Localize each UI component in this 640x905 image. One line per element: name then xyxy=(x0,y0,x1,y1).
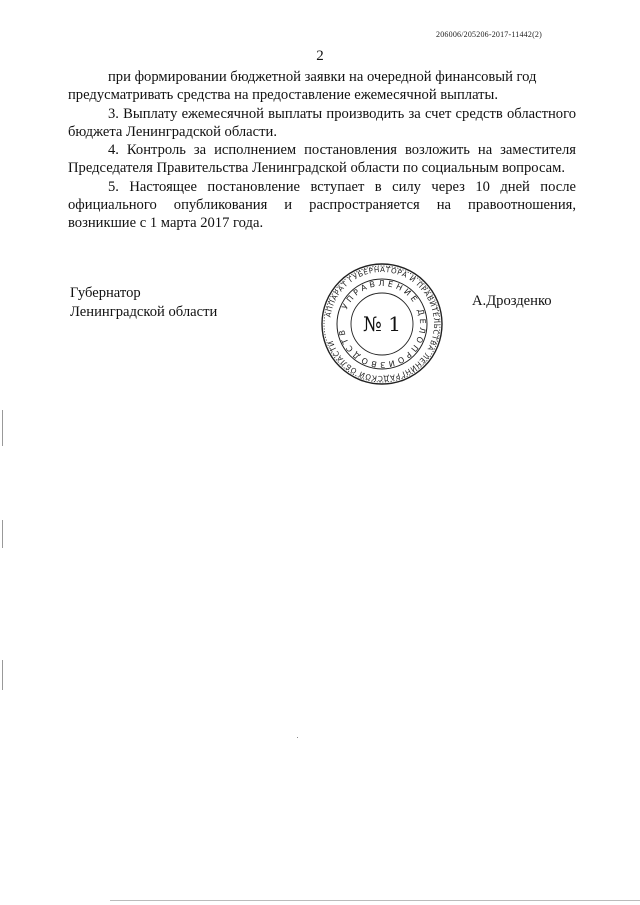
paragraph-5: 5. Настоящее постановление вступает в силу через 10 дней после официального опубликования и распространяется на правоотношения, возникшие с 1 марта 2017 года. xyxy=(68,178,576,232)
stamp-inner-text: УПРАВЛЕНИЕ ДЕЛОПРОИЗВОДСТВ xyxy=(336,278,428,370)
signer-name: А.Дрозденко xyxy=(472,293,552,309)
paragraph-3: 3. Выплату ежемесячной выплаты производить за счет средств областного бюджета Ленинградской области. xyxy=(68,105,576,140)
paragraph-continuation-line1: при формировании бюджетной заявки на очередной финансовый год xyxy=(108,69,537,85)
signer-title-line1: Губернатор xyxy=(70,285,141,301)
page-number: 2 xyxy=(316,48,324,64)
scan-edge-mark xyxy=(2,410,3,446)
stamp-seal-icon xyxy=(320,262,444,386)
stamp-outer-text: АППАРАТ ГУБЕРНАТОРА И ПРАВИТЕЛЬСТВА ЛЕНИНГРАДСКОЙ ОБЛАСТИ xyxy=(323,264,442,384)
paragraph-4: 4. Контроль за исполнением постановления возложить на заместителя Председателя Правительства Ленинградской области по социальным вопросам. xyxy=(68,142,576,177)
scan-edge-mark xyxy=(2,520,3,548)
document-body xyxy=(68,68,576,233)
scan-dot xyxy=(297,737,298,738)
signer-title-line2: Ленинградской области xyxy=(70,304,218,320)
scan-edge-mark xyxy=(2,660,3,690)
stamp-number: № 1 xyxy=(362,312,402,336)
document-id: 206006/205206-2017-11442(2) xyxy=(436,30,542,39)
paragraph-continuation-line2: предусматривать средства на предоставление ежемесячной выплаты. xyxy=(68,87,498,104)
official-stamp xyxy=(320,262,444,386)
scan-bottom-edge xyxy=(110,900,640,901)
signer-title xyxy=(70,284,217,322)
